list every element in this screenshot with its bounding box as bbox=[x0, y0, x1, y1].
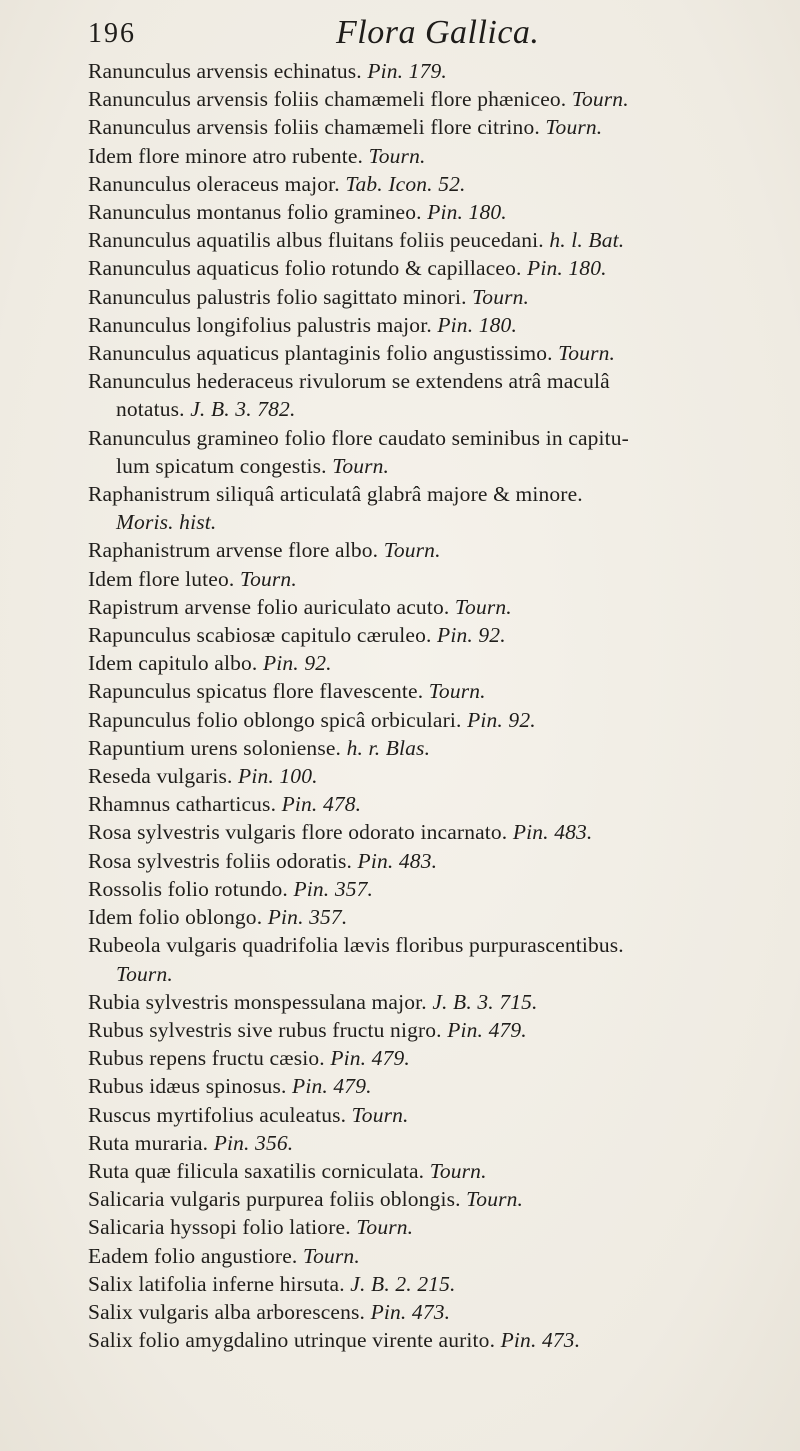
plant-entry bbox=[88, 536, 788, 564]
plant-entry bbox=[88, 339, 788, 367]
entry-reference: Tourn. bbox=[332, 453, 390, 478]
plant-entry bbox=[88, 621, 788, 649]
entry-name: lum spicatum congestis. bbox=[116, 453, 327, 478]
plant-entry bbox=[88, 424, 788, 452]
plant-entry bbox=[88, 480, 788, 508]
entry-name: Ranunculus palustris folio sagittato minori. bbox=[88, 284, 467, 309]
entry-reference: Tab. Icon. 52. bbox=[345, 171, 466, 196]
entry-reference: Tourn. bbox=[302, 1243, 360, 1268]
plant-entry bbox=[88, 57, 788, 85]
entry-reference: Pin. 483. bbox=[357, 848, 438, 873]
plant-entry bbox=[88, 1072, 788, 1100]
entry-name: Rosa sylvestris foliis odoratis. bbox=[88, 848, 352, 873]
plant-entry bbox=[88, 875, 788, 903]
entry-reference: Tourn. bbox=[368, 143, 426, 168]
entry-name: Salix latifolia inferne hirsuta. bbox=[88, 1271, 345, 1296]
plant-entry bbox=[88, 198, 788, 226]
plant-entry bbox=[88, 226, 788, 254]
entry-name: Rubus sylvestris sive rubus fructu nigro. bbox=[88, 1017, 442, 1042]
plant-entry bbox=[88, 311, 788, 339]
plant-entry bbox=[88, 113, 788, 141]
entry-name: Salix folio amygdalino utrinque virente aurito. bbox=[88, 1328, 496, 1353]
entry-reference: Pin. 483. bbox=[512, 820, 593, 845]
plant-entry bbox=[88, 565, 788, 593]
entry-reference: Tourn. bbox=[558, 341, 616, 366]
plant-entry bbox=[88, 1044, 788, 1072]
entry-reference: h. r. Blas. bbox=[346, 735, 431, 760]
plant-entry bbox=[88, 762, 788, 790]
entry-reference: J. B. 2. 215. bbox=[350, 1271, 456, 1296]
entry-reference: Pin. 357. bbox=[293, 876, 374, 901]
entry-name: Idem flore luteo. bbox=[88, 566, 235, 591]
entry-name: Rapistrum arvense folio auriculato acuto. bbox=[88, 594, 450, 619]
entry-reference: J. B. 3. 715. bbox=[432, 989, 538, 1014]
entry-reference: Pin. 92. bbox=[262, 651, 332, 676]
entry-name: Rosa sylvestris vulgaris flore odorato incarnato. bbox=[88, 820, 508, 845]
entry-reference: Tourn. bbox=[571, 87, 629, 112]
plant-entry bbox=[88, 593, 788, 621]
entry-name: Ranunculus aquatilis albus fluitans foliis peucedani. bbox=[88, 228, 544, 253]
plant-entry bbox=[88, 818, 788, 846]
running-title: Flora Gallica. bbox=[336, 14, 540, 51]
entry-name: Ranunculus longifolius palustris major. bbox=[88, 312, 432, 337]
entry-name: Salicaria hyssopi folio latiore. bbox=[88, 1215, 351, 1240]
entry-name: Ruta muraria. bbox=[88, 1130, 209, 1155]
entry-name: Idem flore minore atro rubente. bbox=[88, 143, 364, 168]
plant-entry bbox=[88, 1185, 788, 1213]
entry-reference: Tourn. bbox=[351, 1102, 409, 1127]
entry-reference: Pin. 478. bbox=[281, 792, 362, 817]
page-number: 196 bbox=[88, 18, 136, 49]
entry-name: Rapunculus spicatus flore flavescente. bbox=[88, 679, 424, 704]
plant-entry bbox=[88, 706, 788, 734]
entry-name: Ranunculus arvensis foliis chamæmeli flore citrino. bbox=[88, 115, 540, 140]
entry-reference: Pin. 180. bbox=[527, 256, 607, 281]
entry-reference: Tourn. bbox=[383, 538, 441, 563]
entry-reference: Tourn. bbox=[429, 1158, 487, 1183]
entry-name: Idem capitulo albo. bbox=[88, 651, 258, 676]
entry-reference: Pin. 180. bbox=[437, 312, 517, 337]
entry-name: Rubus repens fructu cæsio. bbox=[88, 1046, 325, 1071]
entry-name: Rhamnus catharticus. bbox=[88, 792, 277, 817]
plant-entry bbox=[88, 142, 788, 170]
plant-entry bbox=[88, 649, 788, 677]
entry-reference: Tourn. bbox=[466, 1187, 524, 1212]
entry-reference: J. B. 3. 782. bbox=[190, 397, 296, 422]
entry-reference: h. l. Bat. bbox=[549, 228, 625, 253]
entry-reference: Tourn. bbox=[356, 1215, 414, 1240]
plant-entry bbox=[88, 1270, 788, 1298]
plant-entry bbox=[88, 85, 788, 113]
entry-name: Rossolis folio rotundo. bbox=[88, 876, 288, 901]
entry-name: Idem folio oblongo. bbox=[88, 905, 263, 930]
entry-reference: Pin. 180. bbox=[427, 200, 507, 225]
entry-reference: Tourn. bbox=[428, 679, 486, 704]
entry-reference: Pin. 479. bbox=[330, 1046, 410, 1071]
entry-name: Raphanistrum arvense flore albo. bbox=[88, 538, 379, 563]
entry-reference: Pin. 479. bbox=[292, 1074, 372, 1099]
entry-name: Ranunculus hederaceus rivulorum se extendens atrâ maculâ bbox=[88, 369, 610, 394]
entry-reference: Pin. 179. bbox=[367, 59, 447, 83]
page-header bbox=[88, 14, 788, 58]
entry-name: Ranunculus aquaticus plantaginis folio angustissimo. bbox=[88, 341, 553, 366]
entry-reference: Tourn. bbox=[239, 566, 297, 591]
plant-entry bbox=[88, 1242, 788, 1270]
plant-entry bbox=[88, 1129, 788, 1157]
entry-reference: Pin. 479. bbox=[447, 1017, 527, 1042]
plant-entry bbox=[88, 847, 788, 875]
plant-entry bbox=[88, 790, 788, 818]
entry-reference: Tourn. bbox=[454, 594, 512, 619]
entry-name: Reseda vulgaris. bbox=[88, 764, 233, 789]
entry-name: Raphanistrum siliquâ articulatâ glabrâ majore & minore. bbox=[88, 482, 583, 507]
plant-entry bbox=[88, 1298, 788, 1326]
plant-entry-continuation bbox=[88, 395, 788, 423]
entry-name: Ranunculus gramineo folio flore caudato seminibus in capitu- bbox=[88, 425, 629, 450]
entry-reference: Pin. 357. bbox=[267, 905, 348, 930]
entry-reference: Pin. 100. bbox=[238, 764, 318, 789]
entry-name: Rapunculus folio oblongo spicâ orbiculari. bbox=[88, 707, 462, 732]
entry-name: Rubus idæus spinosus. bbox=[88, 1074, 287, 1099]
entry-reference: Tourn. bbox=[116, 961, 173, 986]
entry-name: Ranunculus oleraceus major. bbox=[88, 171, 340, 196]
entry-name: Rubeola vulgaris quadrifolia lævis floribus purpurascentibus. bbox=[88, 933, 624, 958]
plant-entry bbox=[88, 988, 788, 1016]
entry-name: Ruta quæ filicula saxatilis corniculata. bbox=[88, 1158, 425, 1183]
entry-name: Ruscus myrtifolius aculeatus. bbox=[88, 1102, 347, 1127]
plant-entry bbox=[88, 1157, 788, 1185]
entry-reference: Pin. 92. bbox=[467, 707, 536, 732]
entry-reference: Tourn. bbox=[545, 115, 603, 140]
entry-name: Eadem folio angustiore. bbox=[88, 1243, 298, 1268]
entry-reference: Pin. 473. bbox=[370, 1299, 451, 1324]
plant-entry bbox=[88, 367, 788, 395]
plant-list bbox=[88, 57, 788, 1354]
entry-reference: Pin. 356. bbox=[213, 1130, 294, 1155]
plant-entry bbox=[88, 677, 788, 705]
entry-name: Ranunculus arvensis foliis chamæmeli flore phæniceo. bbox=[88, 87, 567, 112]
entry-name: Rapuntium urens soloniense. bbox=[88, 735, 342, 760]
entry-name: Salicaria vulgaris purpurea foliis oblongis. bbox=[88, 1187, 461, 1212]
plant-entry-continuation bbox=[88, 508, 788, 536]
plant-entry bbox=[88, 1101, 788, 1129]
plant-entry bbox=[88, 254, 788, 282]
entry-name: Salix vulgaris alba arborescens. bbox=[88, 1299, 366, 1324]
entry-name: Rubia sylvestris monspessulana major. bbox=[88, 989, 427, 1014]
plant-entry bbox=[88, 734, 788, 762]
plant-entry bbox=[88, 1016, 788, 1044]
entry-name: Rapunculus scabiosæ capitulo cæruleo. bbox=[88, 623, 432, 648]
plant-entry bbox=[88, 170, 788, 198]
plant-entry bbox=[88, 931, 788, 959]
entry-name: Ranunculus arvensis echinatus. bbox=[88, 59, 362, 83]
entry-reference: Tourn. bbox=[472, 284, 530, 309]
entry-name: Ranunculus montanus folio gramineo. bbox=[88, 200, 422, 225]
plant-entry bbox=[88, 1213, 788, 1241]
plant-entry bbox=[88, 283, 788, 311]
plant-entry bbox=[88, 1326, 788, 1354]
plant-entry bbox=[88, 903, 788, 931]
entry-name: Ranunculus aquaticus folio rotundo & capillaceo. bbox=[88, 256, 522, 281]
plant-entry-continuation bbox=[88, 452, 788, 480]
entry-reference: Pin. 92. bbox=[437, 623, 506, 648]
plant-entry-continuation bbox=[88, 960, 788, 988]
entry-reference: Moris. hist. bbox=[116, 510, 217, 535]
entry-name: notatus. bbox=[116, 397, 185, 422]
entry-reference: Pin. 473. bbox=[500, 1328, 581, 1353]
